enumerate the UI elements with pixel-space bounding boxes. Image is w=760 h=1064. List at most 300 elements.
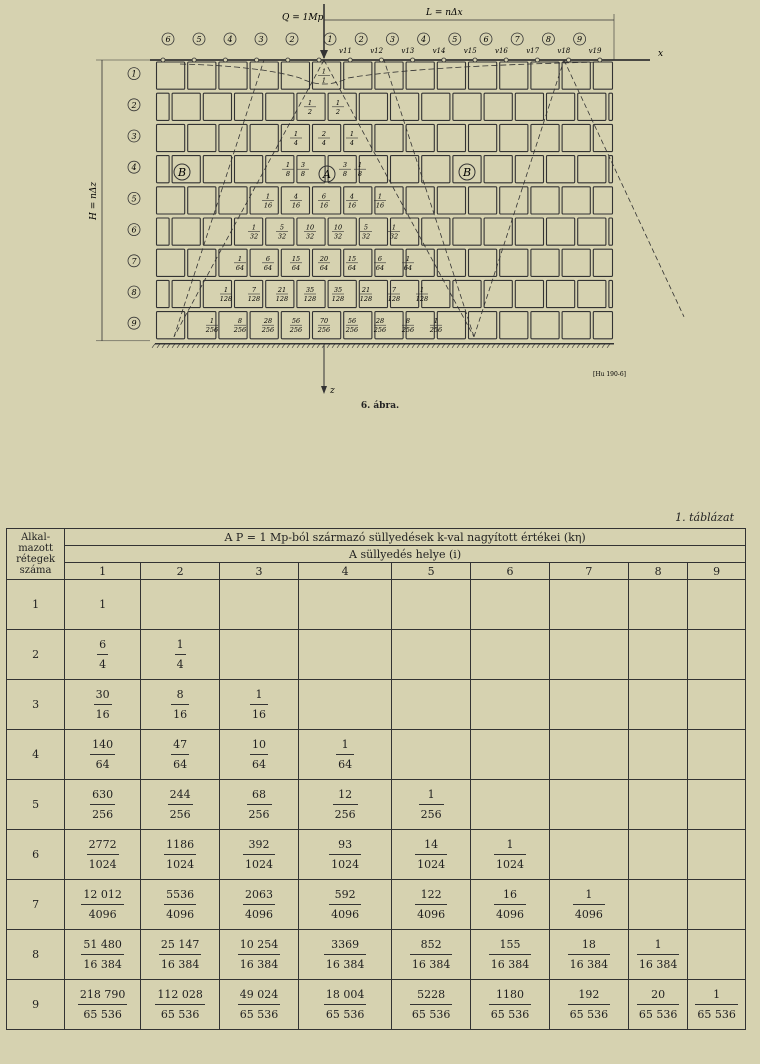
fraction-denominator: 8 — [342, 170, 348, 179]
table-cell — [141, 980, 220, 1030]
fraction — [90, 788, 115, 821]
numerator: 1186 — [164, 838, 196, 855]
fraction — [568, 938, 611, 971]
numerator: 6 — [97, 638, 108, 655]
fraction-numerator: 56 — [347, 317, 357, 326]
denominator: 65 536 — [160, 1008, 200, 1021]
fraction-numerator: 15 — [347, 254, 357, 263]
column-marker-label: 5 — [452, 35, 458, 44]
fraction — [97, 638, 108, 671]
brick — [359, 93, 387, 120]
brick — [531, 312, 559, 339]
row-layer-count: 6 — [7, 830, 65, 880]
row-marker-label: 7 — [131, 256, 137, 266]
fraction-numerator: 1 — [223, 286, 229, 294]
table-cell — [688, 880, 746, 930]
brick — [578, 93, 606, 120]
fraction-numerator: 1 — [307, 98, 313, 107]
table-cell — [65, 730, 141, 780]
brick — [547, 218, 575, 245]
fraction-numerator: 21 — [277, 286, 287, 294]
fraction — [573, 888, 605, 921]
fraction-numerator: 21 — [361, 286, 371, 294]
column-marker-label: 7 — [514, 35, 520, 44]
fraction — [159, 938, 202, 971]
node-marker — [161, 58, 165, 62]
dashed-guide — [474, 60, 564, 337]
header-layers-line: rétegek — [16, 554, 56, 565]
fraction — [695, 988, 738, 1021]
numerator: 47 — [171, 738, 189, 755]
table-cell — [220, 930, 299, 980]
table-cell — [628, 880, 687, 930]
numerator: 10 — [250, 738, 268, 755]
brick — [531, 249, 559, 276]
numerator: 1 — [695, 988, 738, 1005]
settlement-label: v16 — [495, 47, 508, 55]
column-marker-label: 2 — [289, 35, 295, 44]
fraction — [415, 888, 447, 921]
fraction-numerator: 6 — [377, 254, 383, 263]
numerator: 5228 — [410, 988, 453, 1005]
table-cell — [298, 630, 391, 680]
brick — [203, 93, 231, 120]
fraction-numerator: 3 — [300, 161, 306, 170]
fraction-numerator: 70 — [319, 317, 329, 326]
denominator: 4096 — [166, 908, 195, 921]
row-layer-count: 1 — [7, 580, 65, 630]
denominator: 16 384 — [569, 958, 609, 971]
fraction — [87, 838, 119, 871]
fraction-denominator: 256 — [205, 326, 219, 335]
table-cell — [220, 980, 299, 1030]
fraction-numerator: 3 — [342, 161, 348, 170]
load-arrowhead — [320, 50, 328, 59]
column-header: 8 — [628, 563, 687, 580]
table-cell — [220, 780, 299, 830]
row-layer-count: 9 — [7, 980, 65, 1030]
numerator: 8 — [171, 688, 189, 705]
node-marker — [442, 58, 446, 62]
brick — [188, 124, 216, 151]
load-label: Q = 1Mp — [282, 13, 324, 23]
node-marker — [286, 58, 290, 62]
table-cell — [141, 680, 220, 730]
denominator: 65 536 — [638, 1008, 678, 1021]
table-cell — [688, 630, 746, 680]
brick — [515, 156, 543, 183]
table-cell — [688, 780, 746, 830]
brick — [609, 93, 613, 120]
fraction-denominator: 32 — [389, 232, 399, 241]
fraction-denominator: 256 — [373, 326, 387, 335]
table-cell — [549, 780, 628, 830]
fraction-numerator: 5 — [279, 223, 285, 232]
denominator: 4 — [99, 658, 107, 671]
fraction-denominator: 128 — [387, 295, 401, 303]
brick — [344, 62, 372, 89]
numerator: 49 024 — [238, 988, 281, 1005]
denominator: 1024 — [496, 858, 525, 871]
table-cell — [688, 830, 746, 880]
row-layer-count: 3 — [7, 680, 65, 730]
fraction-numerator: 1 — [377, 192, 383, 201]
table-cell — [392, 880, 471, 930]
table-cell — [688, 730, 746, 780]
fraction-denominator: 8 — [357, 170, 363, 179]
brick — [157, 187, 185, 214]
table-cell — [141, 930, 220, 980]
brick — [391, 156, 419, 183]
table-row — [7, 880, 746, 930]
fraction — [494, 888, 526, 921]
fraction — [568, 988, 611, 1021]
brick — [515, 93, 543, 120]
header-sub: A süllyedés helye (i) — [65, 546, 746, 563]
numerator: 18 — [568, 938, 611, 955]
table-cell — [65, 930, 141, 980]
fraction — [410, 938, 453, 971]
brick — [531, 124, 559, 151]
fraction — [489, 988, 532, 1021]
numerator: 112 028 — [155, 988, 205, 1005]
table-row — [7, 680, 746, 730]
table-cell — [141, 730, 220, 780]
ground-hatch — [152, 344, 155, 348]
cell-value: 1 — [99, 598, 107, 611]
fraction-numerator: 8 — [237, 317, 243, 326]
denominator: 4096 — [574, 908, 603, 921]
numerator: 1 — [494, 838, 526, 855]
fraction — [250, 688, 268, 721]
fraction — [336, 738, 354, 771]
table-cell — [298, 830, 391, 880]
denominator: 65 536 — [697, 1008, 736, 1021]
fraction — [324, 988, 367, 1021]
table-row — [7, 780, 746, 830]
brick — [578, 218, 606, 245]
fraction — [171, 738, 189, 771]
row-marker-label: 1 — [131, 69, 137, 79]
brick — [547, 280, 575, 307]
table-cell — [549, 730, 628, 780]
table-cell — [549, 980, 628, 1030]
brick — [500, 62, 528, 89]
brick — [422, 218, 450, 245]
table-cell — [549, 680, 628, 730]
table-cell — [628, 780, 687, 830]
fraction-denominator: 16 — [375, 201, 385, 210]
table-cell — [392, 830, 471, 880]
table-cell — [298, 880, 391, 930]
brick — [547, 156, 575, 183]
fraction-denominator: 32 — [361, 232, 371, 241]
numerator: 1 — [250, 688, 268, 705]
header-layers — [7, 529, 65, 580]
brick — [437, 249, 465, 276]
table-cell — [549, 880, 628, 930]
brick — [188, 249, 216, 276]
denominator: 1024 — [417, 858, 446, 871]
fraction-numerator: 28 — [375, 317, 385, 326]
node-marker — [567, 58, 571, 62]
fraction-denominator: 16 — [291, 201, 301, 210]
numerator: 630 — [90, 788, 115, 805]
z-axis-arrowhead — [321, 386, 327, 394]
fraction-numerator: 4 — [293, 192, 299, 201]
fraction-denominator: 1 — [321, 76, 327, 85]
brick — [500, 312, 528, 339]
table-cell — [220, 680, 299, 730]
denominator: 256 — [169, 808, 191, 821]
node-marker — [504, 58, 508, 62]
denominator: 16 — [252, 708, 267, 721]
denominator: 4 — [176, 658, 184, 671]
denominator: 16 — [173, 708, 188, 721]
fraction — [637, 938, 680, 971]
fraction-denominator: 256 — [401, 326, 415, 335]
brick — [157, 62, 185, 89]
table-cell — [628, 830, 687, 880]
fraction-numerator: 1 — [265, 192, 271, 201]
settlement-label: v19 — [588, 47, 602, 55]
brick — [203, 218, 231, 245]
numerator: 14 — [415, 838, 447, 855]
denominator: 16 384 — [160, 958, 200, 971]
brick — [437, 187, 465, 214]
brick — [609, 280, 613, 307]
numerator: 244 — [168, 788, 193, 805]
denominator: 4096 — [417, 908, 446, 921]
brick — [250, 62, 278, 89]
brick — [157, 218, 170, 245]
column-marker-label: 6 — [165, 35, 171, 44]
table-cell — [65, 880, 141, 930]
table-cell — [65, 630, 141, 680]
fraction-denominator: 2 — [335, 107, 341, 116]
brick — [578, 280, 606, 307]
fraction-denominator: 64 — [235, 263, 245, 272]
fraction-numerator: 6 — [265, 254, 271, 263]
brick — [281, 62, 309, 89]
numerator: 1 — [175, 638, 186, 655]
table-cell — [628, 980, 687, 1030]
settlement-table — [6, 528, 746, 1030]
brick — [484, 156, 512, 183]
fraction-numerator: 7 — [251, 286, 257, 294]
column-marker-label: 9 — [577, 35, 583, 44]
brick — [484, 280, 512, 307]
denominator: 16 384 — [325, 958, 365, 971]
fraction-numerator: 2 — [321, 130, 327, 138]
column-header: 5 — [392, 563, 471, 580]
table-cell — [688, 680, 746, 730]
fraction-denominator: 32 — [277, 232, 287, 241]
denominator: 16 384 — [490, 958, 530, 971]
numerator: 1 — [419, 788, 444, 805]
zone-a-label: A — [323, 168, 331, 181]
table-row — [7, 630, 746, 680]
numerator: 5536 — [164, 888, 196, 905]
table-cell — [141, 880, 220, 930]
table-cell — [298, 780, 391, 830]
fraction-numerator: 1 — [251, 223, 257, 232]
fraction-numerator: 1 — [237, 254, 243, 263]
column-header: 1 — [65, 563, 141, 580]
fraction — [250, 738, 268, 771]
brick — [531, 187, 559, 214]
denominator: 16 384 — [638, 958, 678, 971]
fraction — [415, 838, 447, 871]
denominator: 1024 — [88, 858, 117, 871]
fraction-numerator: 35 — [333, 286, 343, 294]
brick — [235, 156, 263, 183]
denominator: 16 — [95, 708, 110, 721]
node-marker — [255, 58, 259, 62]
node-marker — [192, 58, 196, 62]
table-cell — [65, 830, 141, 880]
table-cell — [471, 730, 550, 780]
denominator: 65 536 — [325, 1008, 365, 1021]
z-axis-label: z — [330, 386, 335, 396]
table-cell — [298, 730, 391, 780]
fraction — [489, 938, 532, 971]
numerator: 592 — [329, 888, 361, 905]
denominator: 256 — [334, 808, 356, 821]
denominator: 256 — [248, 808, 270, 821]
fraction-numerator: 15 — [291, 254, 301, 263]
brick — [453, 93, 481, 120]
fraction-denominator: 16 — [263, 201, 273, 210]
numerator: 12 012 — [81, 888, 124, 905]
fraction-denominator: 4 — [321, 139, 327, 147]
brick — [157, 93, 170, 120]
column-header: 9 — [688, 563, 746, 580]
row-marker-label: 5 — [131, 194, 137, 204]
fraction-denominator: 128 — [331, 295, 345, 303]
fraction — [324, 938, 367, 971]
table-cell — [392, 630, 471, 680]
column-marker-label: 4 — [227, 35, 233, 44]
settlement-label: v14 — [432, 47, 446, 55]
table-cell — [392, 680, 471, 730]
fraction-denominator: 64 — [291, 263, 301, 272]
fraction — [247, 788, 272, 821]
fraction — [243, 888, 275, 921]
denominator: 64 — [338, 758, 353, 771]
brick — [578, 156, 606, 183]
x-axis-label: x — [658, 49, 664, 59]
fraction-numerator: 1 — [321, 67, 327, 76]
table-cell — [471, 830, 550, 880]
denominator: 65 536 — [239, 1008, 279, 1021]
settlement-label: v18 — [557, 47, 571, 55]
fraction-denominator: 64 — [263, 263, 273, 272]
fraction-denominator: 256 — [233, 326, 247, 335]
denominator: 65 536 — [569, 1008, 609, 1021]
brick — [172, 93, 200, 120]
numerator: 68 — [247, 788, 272, 805]
brick — [562, 62, 590, 89]
table-cell — [220, 830, 299, 880]
table-cell — [471, 980, 550, 1030]
brick — [453, 280, 481, 307]
fraction-denominator: 4 — [349, 139, 355, 147]
brick — [406, 124, 434, 151]
brick — [391, 93, 419, 120]
numerator: 392 — [243, 838, 275, 855]
row-marker-label: 2 — [131, 100, 137, 110]
table-cell — [549, 580, 628, 630]
table-cell — [65, 580, 141, 630]
figure-ref-code: [Hu 190-6] — [593, 371, 626, 378]
denominator: 1024 — [331, 858, 360, 871]
numerator: 51 480 — [81, 938, 124, 955]
row-layer-count: 4 — [7, 730, 65, 780]
fraction-numerator: 10 — [305, 223, 315, 232]
row-marker-label: 8 — [131, 288, 137, 297]
node-marker — [317, 58, 321, 62]
fraction — [238, 988, 281, 1021]
row-marker-label: 6 — [131, 225, 137, 235]
brick — [188, 187, 216, 214]
table-row — [7, 730, 746, 780]
table-cell — [628, 930, 687, 980]
denominator: 256 — [420, 808, 442, 821]
table-cell — [628, 630, 687, 680]
brick — [203, 156, 231, 183]
table-cell — [65, 680, 141, 730]
brick — [484, 93, 512, 120]
settlement-label: v12 — [370, 47, 384, 55]
brick — [562, 124, 590, 151]
column-header: 7 — [549, 563, 628, 580]
fraction-denominator: 64 — [375, 263, 385, 272]
brick — [609, 218, 613, 245]
denominator: 4096 — [496, 908, 525, 921]
brick — [484, 218, 512, 245]
fraction — [164, 838, 196, 871]
denominator: 16 384 — [83, 958, 122, 971]
table-cell — [628, 730, 687, 780]
table-cell — [471, 930, 550, 980]
denominator: 16 384 — [239, 958, 279, 971]
fraction-denominator: 128 — [219, 295, 233, 303]
brick — [562, 187, 590, 214]
fraction — [410, 988, 453, 1021]
fraction-numerator: 35 — [305, 286, 315, 294]
fraction-numerator: 6 — [321, 192, 327, 201]
header-layers-line: Alkal- — [21, 532, 51, 543]
table-cell — [392, 980, 471, 1030]
numerator: 12 — [333, 788, 358, 805]
fraction — [419, 788, 444, 821]
column-marker-label: 1 — [327, 35, 333, 44]
zone-b-label: B — [462, 166, 472, 179]
numerator: 218 790 — [78, 988, 128, 1005]
column-marker-label: 3 — [258, 35, 264, 44]
node-marker — [223, 58, 227, 62]
table-cell — [298, 580, 391, 630]
brick — [437, 124, 465, 151]
brick — [500, 187, 528, 214]
fraction-numerator: 4 — [349, 192, 355, 201]
node-marker — [535, 58, 539, 62]
table-title: 1. táblázat — [675, 511, 734, 524]
denominator: 65 536 — [490, 1008, 530, 1021]
numerator: 1180 — [489, 988, 532, 1005]
column-header-row — [7, 563, 746, 580]
